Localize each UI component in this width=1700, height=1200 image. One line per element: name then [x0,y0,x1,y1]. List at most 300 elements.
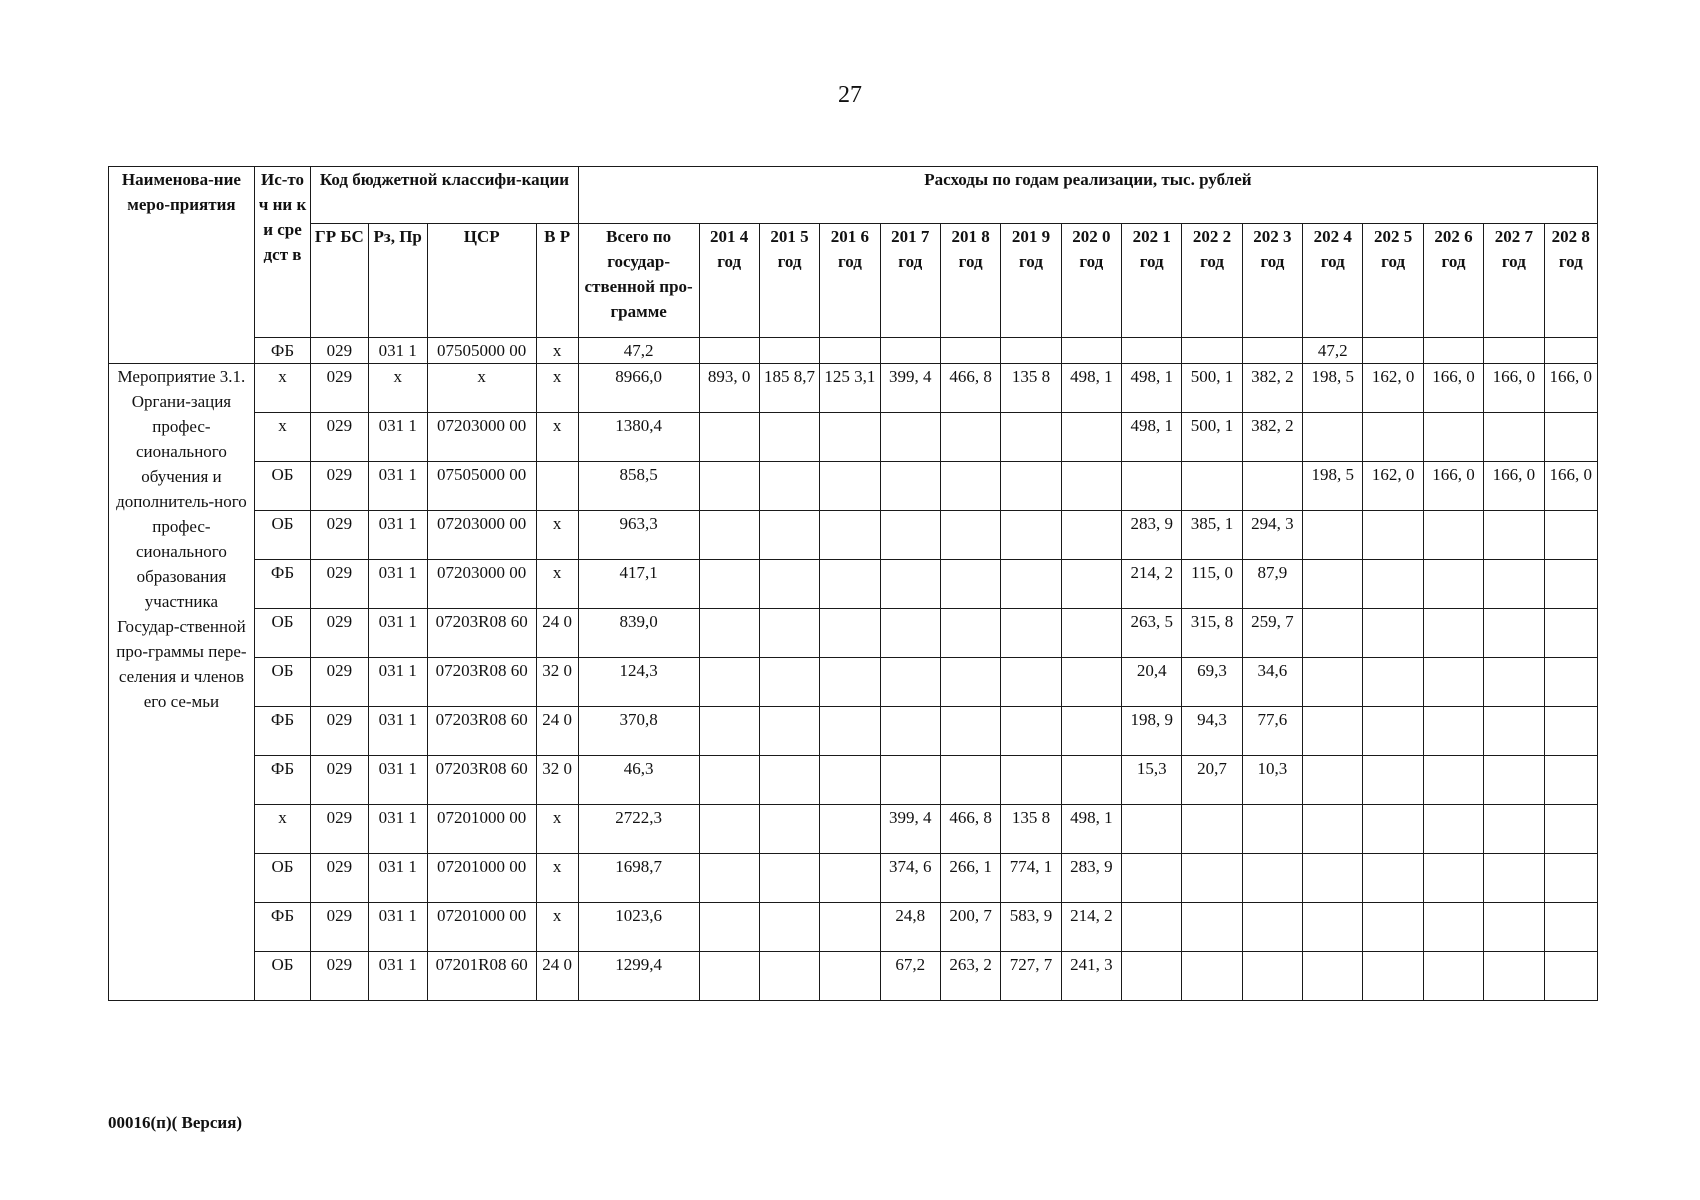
cell-year [880,609,940,658]
cell-year [1061,511,1121,560]
cell-year: 399, 4 [880,364,940,413]
cell-year: 135 8 [1001,805,1061,854]
header-year: 202 5 год [1363,224,1423,338]
cell-year [759,560,819,609]
cell-year [699,511,759,560]
cell-rzpr: 031 1 [368,854,427,903]
cell-year: 166, 0 [1423,462,1483,511]
cell-year [759,511,819,560]
header-year: 201 9 год [1001,224,1061,338]
cell-year [699,854,759,903]
cell-year [880,756,940,805]
cell-year [1363,854,1423,903]
cell-total: 370,8 [578,707,699,756]
cell-grbs: 029 [311,903,368,952]
cell-year [1484,609,1544,658]
cell-year [1423,560,1483,609]
cell-rzpr: 031 1 [368,609,427,658]
cell-vr: 24 0 [536,609,578,658]
cell-year [820,511,880,560]
cell-year [759,952,819,1001]
cell-year [1242,338,1302,364]
cell-source: ОБ [254,462,310,511]
cell-year [1423,756,1483,805]
cell-vr: 24 0 [536,952,578,1001]
cell-year [1363,756,1423,805]
cell-year [1061,658,1121,707]
cell-year [1242,805,1302,854]
cell-total: 1380,4 [578,413,699,462]
cell-source: х [254,805,310,854]
cell-source: х [254,413,310,462]
cell-year: 77,6 [1242,707,1302,756]
header-year: 202 0 год [1061,224,1121,338]
header-name: Наименова-ние меро-приятия [109,167,255,364]
cell-rzpr: 031 1 [368,756,427,805]
cell-total: 417,1 [578,560,699,609]
cell-rzpr: 031 1 [368,805,427,854]
measure-name: Мероприятие 3.1. Органи-зация профес-сионального обучения и дополнитель-ного профес-сионального образования участника Государ-ственной про-граммы пере-селения и членов его се-мьи [109,364,255,1001]
cell-year [1544,805,1597,854]
cell-year: 185 8,7 [759,364,819,413]
cell-year: 500, 1 [1182,364,1242,413]
cell-year [1363,805,1423,854]
cell-year: 10,3 [1242,756,1302,805]
cell-total: 839,0 [578,609,699,658]
cell-year [1544,756,1597,805]
cell-year [940,560,1000,609]
header-year: 202 6 год [1423,224,1483,338]
cell-total: 1023,6 [578,903,699,952]
header-year: 202 1 год [1122,224,1182,338]
cell-year: 87,9 [1242,560,1302,609]
cell-rzpr: 031 1 [368,413,427,462]
cell-csr: 07505000 00 [427,462,536,511]
cell-source: ОБ [254,854,310,903]
cell-year [820,854,880,903]
header-grbs: ГР БС [311,224,368,338]
page-number: 27 [838,82,862,108]
cell-grbs: 029 [311,338,368,364]
cell-source: ФБ [254,903,310,952]
cell-year: 166, 0 [1544,364,1597,413]
cell-csr: 07203000 00 [427,560,536,609]
cell-rzpr: 031 1 [368,903,427,952]
cell-year [1484,805,1544,854]
cell-year: 266, 1 [940,854,1000,903]
cell-year [759,338,819,364]
cell-year [1423,854,1483,903]
cell-vr: х [536,903,578,952]
cell-csr: 07203000 00 [427,413,536,462]
cell-year [1182,805,1242,854]
cell-year [1423,609,1483,658]
cell-year [1061,756,1121,805]
cell-source: ОБ [254,952,310,1001]
cell-csr: х [427,364,536,413]
cell-year [759,609,819,658]
cell-year [1484,903,1544,952]
cell-year [1544,854,1597,903]
cell-year [880,560,940,609]
cell-year [1182,854,1242,903]
cell-year [1544,413,1597,462]
header-year: 202 8 год [1544,224,1597,338]
header-year: 201 8 год [940,224,1000,338]
cell-year: 774, 1 [1001,854,1061,903]
cell-rzpr: 031 1 [368,952,427,1001]
cell-year [1484,658,1544,707]
budget-table [108,166,1598,1001]
cell-year: 382, 2 [1242,364,1302,413]
cell-year [1242,854,1302,903]
cell-source: ФБ [254,707,310,756]
cell-year [1001,338,1061,364]
cell-year [1122,854,1182,903]
table-row [109,952,1598,1001]
cell-source: ОБ [254,609,310,658]
cell-year: 727, 7 [1001,952,1061,1001]
cell-year [699,609,759,658]
cell-year [1363,413,1423,462]
cell-year [1423,805,1483,854]
cell-csr: 07203R08 60 [427,609,536,658]
cell-csr: 07203R08 60 [427,658,536,707]
cell-year: 385, 1 [1182,511,1242,560]
header-rzpr: Рз, Пр [368,224,427,338]
header-csr: ЦСР [427,224,536,338]
cell-year: 374, 6 [880,854,940,903]
cell-year: 200, 7 [940,903,1000,952]
cell-year [1001,658,1061,707]
cell-year [820,952,880,1001]
cell-csr: 07201000 00 [427,854,536,903]
cell-year: 135 8 [1001,364,1061,413]
cell-year [1544,658,1597,707]
cell-csr: 07203R08 60 [427,707,536,756]
header-year: 202 2 год [1182,224,1242,338]
header-total: Всего по государ-ственной про-грамме [578,224,699,338]
cell-year [1061,338,1121,364]
cell-grbs: 029 [311,756,368,805]
cell-year [699,413,759,462]
cell-year: 162, 0 [1363,364,1423,413]
cell-year [1303,658,1363,707]
table-row [109,854,1598,903]
cell-year: 166, 0 [1484,364,1544,413]
cell-year: 498, 1 [1122,413,1182,462]
cell-year [880,511,940,560]
table-row [109,462,1598,511]
cell-year [820,805,880,854]
cell-vr: х [536,560,578,609]
cell-year [1484,854,1544,903]
cell-year [1182,952,1242,1001]
table-body [109,364,1598,1001]
cell-grbs: 029 [311,560,368,609]
table-row [109,560,1598,609]
footer-version: 00016(п)( Версия) [108,1113,243,1132]
cell-year [1182,462,1242,511]
cell-year: 315, 8 [1182,609,1242,658]
cell-year: 466, 8 [940,805,1000,854]
cell-year [1303,560,1363,609]
cell-year [1001,511,1061,560]
cell-year: 498, 1 [1122,364,1182,413]
cell-year: 893, 0 [699,364,759,413]
cell-year [1423,952,1483,1001]
cell-year [1303,903,1363,952]
table-row [109,805,1598,854]
cell-year [1182,903,1242,952]
cell-year [1363,609,1423,658]
cell-vr: х [536,413,578,462]
cell-year [1484,413,1544,462]
cell-year [1122,952,1182,1001]
cell-year [1001,560,1061,609]
cell-year [820,462,880,511]
cell-rzpr: 031 1 [368,338,427,364]
cell-year: 166, 0 [1544,462,1597,511]
cell-year [820,658,880,707]
cell-grbs: 029 [311,707,368,756]
cell-year [1061,609,1121,658]
cell-total: 124,3 [578,658,699,707]
cell-year [1001,462,1061,511]
cell-year [880,658,940,707]
cell-year [1544,338,1597,364]
cell-year [1363,338,1423,364]
cell-total: 46,3 [578,756,699,805]
cell-year: 125 3,1 [820,364,880,413]
cell-total: 963,3 [578,511,699,560]
header-year: 201 7 год [880,224,940,338]
cell-year [1363,658,1423,707]
header-year: 201 4 год [699,224,759,338]
cell-year: 20,4 [1122,658,1182,707]
cell-year [759,903,819,952]
cell-rzpr: 031 1 [368,560,427,609]
cell-year [1423,707,1483,756]
cell-year: 241, 3 [1061,952,1121,1001]
cell-grbs: 029 [311,854,368,903]
cell-year: 294, 3 [1242,511,1302,560]
cell-year [1484,756,1544,805]
cell-year: 47,2 [1303,338,1363,364]
cell-year [699,560,759,609]
cell-year [1001,609,1061,658]
cell-year [1061,462,1121,511]
cell-year [820,756,880,805]
cell-year [1303,805,1363,854]
cell-year [759,462,819,511]
cell-year [699,338,759,364]
cell-year [759,854,819,903]
cell-year [1242,952,1302,1001]
cell-year: 198, 5 [1303,462,1363,511]
cell-year [880,413,940,462]
cell-year [1061,560,1121,609]
cell-year: 382, 2 [1242,413,1302,462]
table-row [109,511,1598,560]
cell-year [880,338,940,364]
cell-year [940,413,1000,462]
cell-year [1544,952,1597,1001]
cell-source: ФБ [254,338,310,364]
cell-year [1544,707,1597,756]
cell-year [1363,952,1423,1001]
cell-year [1544,560,1597,609]
cell-year [940,658,1000,707]
cell-vr: 32 0 [536,756,578,805]
cell-year [940,338,1000,364]
cell-rzpr: 031 1 [368,462,427,511]
cell-year [1484,338,1544,364]
cell-year [1303,756,1363,805]
cell-year [699,707,759,756]
cell-csr: 07203000 00 [427,511,536,560]
cell-year [1484,707,1544,756]
cell-grbs: 029 [311,511,368,560]
cell-year [759,756,819,805]
cell-year [759,707,819,756]
cell-year: 162, 0 [1363,462,1423,511]
cell-csr: 07203R08 60 [427,756,536,805]
cell-year [1363,511,1423,560]
cell-grbs: 029 [311,805,368,854]
table-row [109,338,1598,364]
cell-year [1242,903,1302,952]
cell-year [699,462,759,511]
header-year: 202 3 год [1242,224,1302,338]
cell-year [699,658,759,707]
cell-year [940,511,1000,560]
cell-csr: 07201000 00 [427,903,536,952]
cell-year [820,609,880,658]
cell-year: 67,2 [880,952,940,1001]
cell-grbs: 029 [311,609,368,658]
cell-total: 1698,7 [578,854,699,903]
cell-source: ОБ [254,511,310,560]
cell-year [1484,511,1544,560]
cell-year [820,707,880,756]
cell-rzpr: 031 1 [368,658,427,707]
cell-grbs: 029 [311,413,368,462]
cell-vr: 32 0 [536,658,578,707]
cell-vr: х [536,805,578,854]
cell-year [820,560,880,609]
cell-source: ОБ [254,658,310,707]
cell-source: х [254,364,310,413]
cell-year [1544,609,1597,658]
cell-year [759,658,819,707]
cell-total: 1299,4 [578,952,699,1001]
cell-year: 115, 0 [1182,560,1242,609]
cell-year [1363,707,1423,756]
cell-vr: х [536,854,578,903]
cell-year [1363,903,1423,952]
cell-vr [536,462,578,511]
cell-year [1182,338,1242,364]
cell-year: 24,8 [880,903,940,952]
cell-year [1303,609,1363,658]
cell-year: 263, 5 [1122,609,1182,658]
cell-rzpr: х [368,364,427,413]
cell-year: 94,3 [1182,707,1242,756]
cell-year: 69,3 [1182,658,1242,707]
table-row [109,609,1598,658]
cell-year: 166, 0 [1423,364,1483,413]
cell-year [1423,658,1483,707]
cell-year [1363,560,1423,609]
cell-year [1544,903,1597,952]
cell-year [759,805,819,854]
cell-year: 500, 1 [1182,413,1242,462]
cell-year: 214, 2 [1122,560,1182,609]
cell-year: 263, 2 [940,952,1000,1001]
cell-source: ФБ [254,756,310,805]
cell-total: 47,2 [578,338,699,364]
table-row [109,658,1598,707]
cell-year: 259, 7 [1242,609,1302,658]
cell-year [820,413,880,462]
cell-grbs: 029 [311,462,368,511]
cell-year: 498, 1 [1061,364,1121,413]
table-row [109,413,1598,462]
header-expenses: Расходы по годам реализации, тыс. рублей [578,167,1597,224]
cell-total: 858,5 [578,462,699,511]
cell-year [699,756,759,805]
header-vr: В Р [536,224,578,338]
cell-year [1122,903,1182,952]
cell-year [940,707,1000,756]
cell-year [759,413,819,462]
cell-source: ФБ [254,560,310,609]
header-budget-code: Код бюджетной классифи-кации [311,167,579,224]
cell-year [1303,952,1363,1001]
cell-year [1122,338,1182,364]
cell-rzpr: 031 1 [368,511,427,560]
cell-csr: 07505000 00 [427,338,536,364]
cell-grbs: 029 [311,952,368,1001]
cell-year [1544,511,1597,560]
header-source: Ис-точ ни ки сре дст в [254,167,310,338]
cell-vr: 24 0 [536,707,578,756]
table-row [109,903,1598,952]
cell-csr: 07201R08 60 [427,952,536,1001]
cell-year [1303,854,1363,903]
cell-csr: 07201000 00 [427,805,536,854]
cell-year [1423,903,1483,952]
cell-year [699,903,759,952]
header-year: 202 7 год [1484,224,1544,338]
table-row [109,707,1598,756]
cell-year [880,707,940,756]
cell-year [699,805,759,854]
cell-year [1423,511,1483,560]
cell-year [1484,560,1544,609]
cell-year: 583, 9 [1001,903,1061,952]
cell-year [1242,462,1302,511]
cell-year [1122,462,1182,511]
cell-year [1303,707,1363,756]
cell-year [820,903,880,952]
cell-year: 34,6 [1242,658,1302,707]
table-row [109,756,1598,805]
cell-year [1303,511,1363,560]
cell-year: 466, 8 [940,364,1000,413]
cell-year: 283, 9 [1061,854,1121,903]
